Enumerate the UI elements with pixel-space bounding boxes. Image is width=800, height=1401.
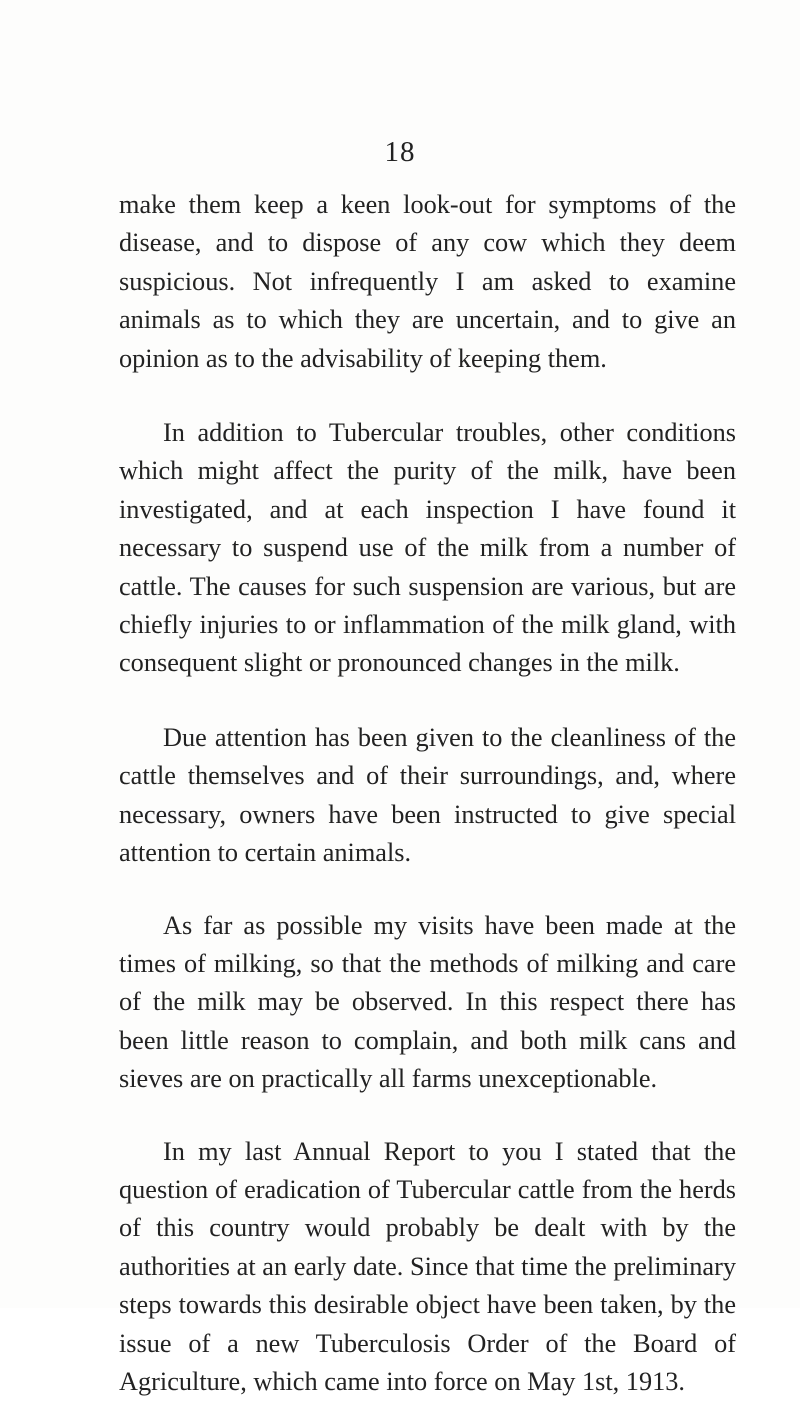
body-text — [119, 186, 736, 1401]
paragraph-milking-visits: As far as possible my visits have been made at the times of milking, so that the methods of milking and care of the milk may be observed. In this respect there has been little reason to complain, and both milk cans and sieves are on practically all farms unexceptionable. — [119, 910, 736, 1094]
paragraph-continuation: make them keep a keen look-out for symptoms of the disease, and to dispose of any cow which they deem suspicious. Not infrequently I am asked to examine animals as to which they are uncertain, and to give an opinion as to the advisability of keeping them. — [119, 190, 736, 373]
page-number: 18 — [384, 136, 416, 168]
paragraph-tuberculosis-order: In my last Annual Report to you I stated that the question of eradication of Tubercular cattle from the herds of this country would probably be dealt with by the authorities at an early date. Since that time the preliminary steps towards this desirable object have been taken, by the issue of a new Tuberculosis Order of the Board of Agriculture, which came into force on May 1st, 1913. — [119, 1136, 736, 1396]
paragraph-cleanliness: Due attention has been given to the cleanliness of the cattle themselves and of their surroundings, and, where necessary, owners have been instructed to give special attention to certain animals. — [119, 722, 736, 868]
paragraph-milk-conditions: In addition to Tubercular troubles, other conditions which might affect the purity of the milk, have been investigated, and at each inspection I have found it necessary to suspend use of the milk from a number of cattle. The causes for such suspension are various, but are chiefly injuries to or inflammation of the milk gland, with consequent slight or pronounced changes in the milk. — [119, 418, 736, 678]
